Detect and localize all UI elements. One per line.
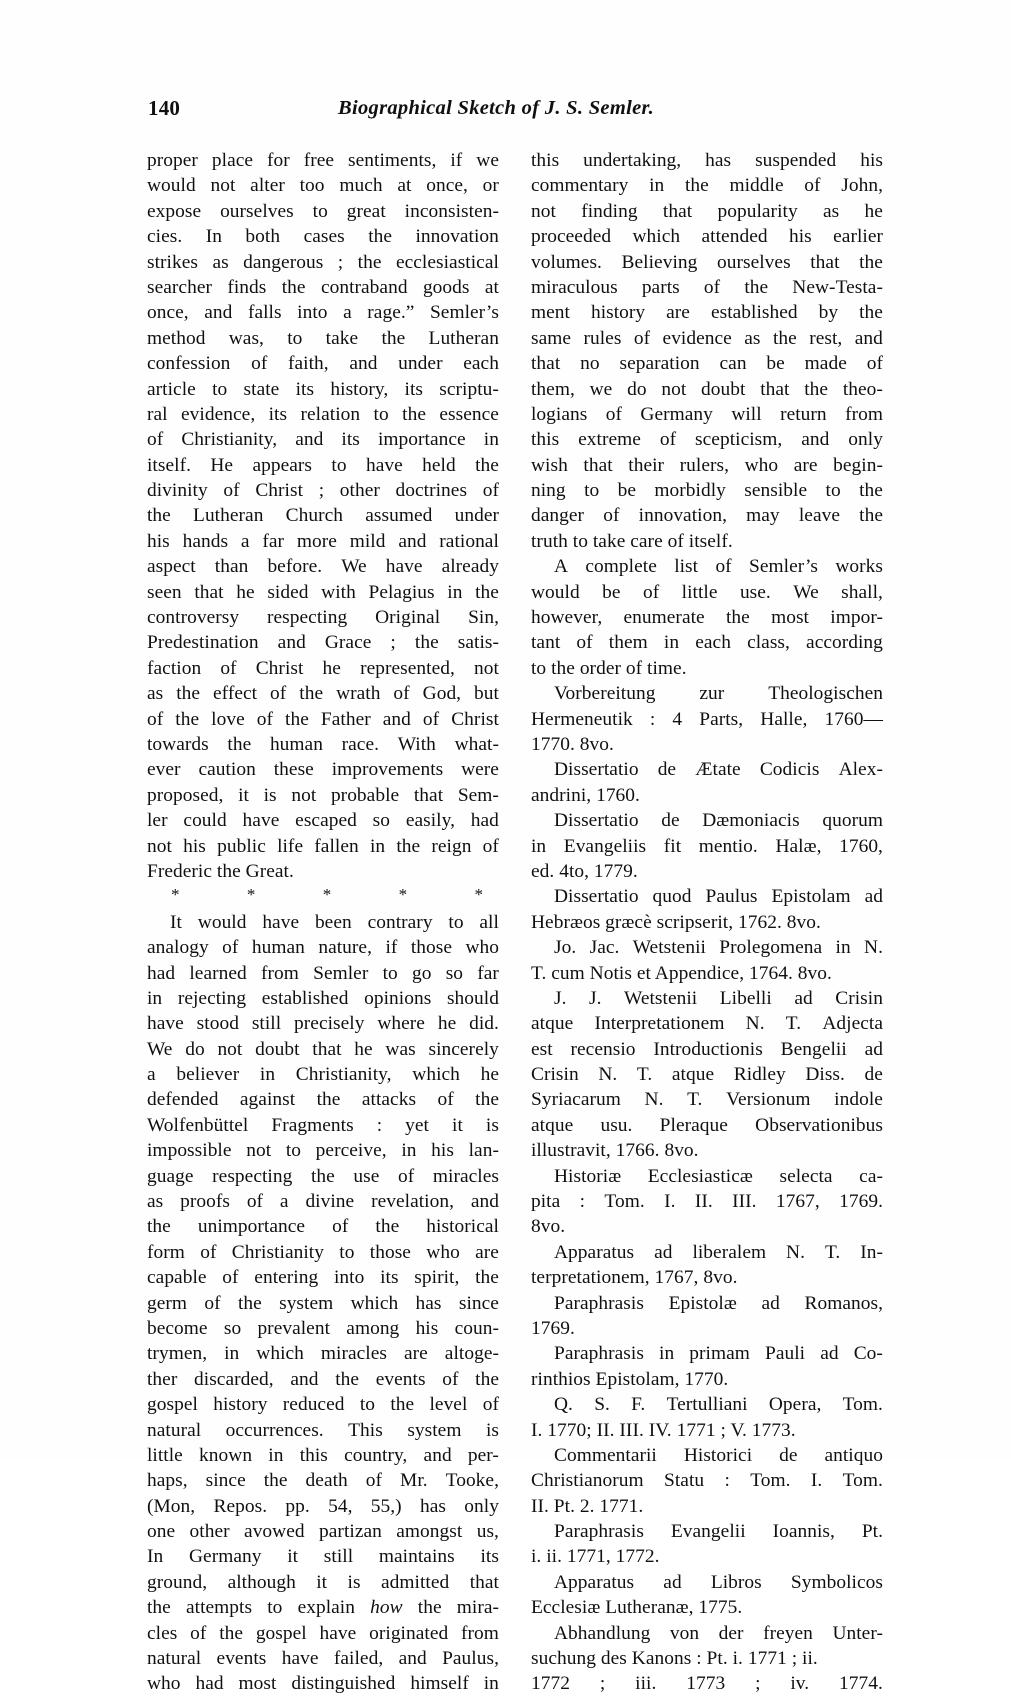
text-line: little known in this country, and per-: [147, 1444, 499, 1466]
text-line: Jo. Jac. Wetstenii Prolegomena in N.: [554, 937, 883, 959]
text-line: searcher finds the contraband goods at: [147, 276, 499, 298]
text-line: Commentarii Historici de antiquo: [554, 1444, 883, 1466]
text-line: Ecclesiæ Lutheranæ, 1775.: [531, 1597, 743, 1619]
asterisk-separator: [147, 884, 499, 909]
text-line: Wolfenbüttel Fragments : yet it is: [147, 1114, 499, 1136]
text-line: (Mon, Repos. pp. 54, 55,) has only: [147, 1495, 499, 1517]
text-line: that no separation can be made of: [531, 353, 883, 375]
text-line: Apparatus ad Libros Symbolicos: [554, 1571, 883, 1593]
text-line: rinthios Epistolam, 1770.: [531, 1368, 729, 1390]
left-paragraph-block-2: [147, 910, 499, 1697]
asterisk-glyph: *: [322, 885, 332, 905]
asterisk-glyph: *: [398, 885, 408, 905]
text-line: Frederic the Great.: [147, 860, 294, 882]
text-line: T. cum Notis et Appendice, 1764. 8vo.: [531, 962, 832, 984]
text-line: proposed, it is not probable that Sem-: [147, 784, 499, 806]
text-line: cies. In both cases the innovation: [147, 226, 499, 248]
text-line: natural occurrences. This system is: [147, 1419, 499, 1441]
text-line: est recensio Introductionis Bengelii ad: [531, 1038, 883, 1060]
text-line: gospel history reduced to the level of: [147, 1394, 499, 1416]
text-line: this extreme of scepticism, and only: [531, 429, 883, 451]
text-line: analogy of human nature, if those who: [147, 937, 499, 959]
text-line: 1769.: [531, 1317, 575, 1339]
text-line: Dissertatio quod Paulus Epistolam ad: [554, 886, 883, 908]
text-line: not his public life fallen in the reign of: [147, 835, 499, 857]
text-line: Paraphrasis in primam Pauli ad Co-: [554, 1343, 883, 1365]
text-line: Abhandlung von der freyen Unter-: [554, 1622, 883, 1644]
text-line: to the order of time.: [531, 657, 687, 679]
text-line: form of Christianity to those who are: [147, 1241, 499, 1263]
text-line: as proofs of a divine revelation, and: [147, 1191, 499, 1213]
text-line: guage respecting the use of miracles: [147, 1165, 499, 1187]
text-line: them, we do not doubt that the theo-: [531, 378, 883, 400]
text-line: same rules of evidence as the rest, and: [531, 327, 883, 349]
text-line: ler could have escaped so easily, had: [147, 810, 499, 832]
text-line: wish that their rulers, who are begin-: [531, 454, 883, 476]
text-line: It would have been contrary to all: [170, 911, 499, 933]
text-line: not finding that popularity as he: [531, 200, 883, 222]
text-line: II. Pt. 2. 1771.: [531, 1495, 644, 1517]
text-line: Christianorum Statu : Tom. I. Tom.: [531, 1470, 883, 1492]
text-line: the attempts to explain how the mira-: [147, 1597, 499, 1619]
text-line: in Evangeliis fit mentio. Halæ, 1760,: [531, 835, 883, 857]
text-line: Predestination and Grace ; the satis-: [147, 632, 499, 654]
left-paragraph-block-1: [147, 148, 499, 884]
text-line: towards the human race. With what-: [147, 733, 499, 755]
text-line: Hebræos græcè scripserit, 1762. 8vo.: [531, 911, 821, 933]
text-line: trymen, in which miracles are altoge-: [147, 1343, 499, 1365]
text-line: 1772 ; iii. 1773 ; iv. 1774.: [531, 1673, 883, 1695]
text-line: become so prevalent among his coun-: [147, 1317, 499, 1339]
text-line: Syriacarum N. T. Versionum indole: [531, 1089, 883, 1111]
text-line: Crisin N. T. atque Ridley Diss. de: [531, 1064, 883, 1086]
asterisk-glyph: *: [171, 885, 180, 905]
text-line: danger of innovation, may leave the: [531, 505, 883, 527]
text-line: faction of Christ he represented, not: [147, 657, 499, 679]
text-line: pita : Tom. I. II. III. 1767, 1769.: [531, 1191, 883, 1213]
text-line: terpretationem, 1767, 8vo.: [531, 1267, 738, 1289]
text-line: impossible not to perceive, in his lan-: [147, 1140, 499, 1162]
text-line: tant of them in each class, according: [531, 632, 883, 654]
text-line: itself. He appears to have held the: [147, 454, 499, 476]
text-line: illustravit, 1766. 8vo.: [531, 1140, 699, 1162]
text-line: who had most distinguished himself in: [147, 1673, 499, 1695]
text-line: of the love of the Father and of Christ: [147, 708, 499, 730]
text-line: once, and falls into a rage.” Semler’s: [147, 302, 499, 324]
text-line: In Germany it still maintains its: [147, 1546, 499, 1568]
text-line: method was, to take the Lutheran: [147, 327, 499, 349]
text-line: the unimportance of the historical: [147, 1216, 499, 1238]
text-line: the Lutheran Church assumed under: [147, 505, 499, 527]
text-column-left: [147, 148, 499, 1697]
text-line: ning to be morbidly sensible to the: [531, 480, 883, 502]
text-line: truth to take care of itself.: [531, 530, 733, 552]
text-line: this undertaking, has suspended his: [531, 150, 883, 171]
text-line: strikes as dangerous ; the ecclesiastical: [147, 251, 499, 273]
text-line: Paraphrasis Epistolæ ad Romanos,: [554, 1292, 883, 1314]
text-line: Q. S. F. Tertulliani Opera, Tom.: [554, 1394, 883, 1416]
text-line: capable of entering into its spirit, the: [147, 1267, 499, 1289]
text-line: cles of the gospel have originated from: [147, 1622, 499, 1644]
text-line: andrini, 1760.: [531, 784, 640, 806]
text-line: J. J. Wetstenii Libelli ad Crisin: [554, 987, 883, 1009]
text-line: one other avowed partizan amongst us,: [147, 1521, 499, 1543]
text-line: ment history are established by the: [531, 302, 883, 324]
text-line: however, enumerate the most impor-: [531, 607, 883, 629]
text-line: Paraphrasis Evangelii Ioannis, Pt.: [554, 1521, 883, 1543]
page-number: 140: [148, 96, 181, 120]
text-line: ever caution these improvements were: [147, 759, 499, 781]
text-line: have stood still precisely where he did.: [147, 1013, 499, 1035]
text-line: Dissertatio de Ætate Codicis Alex-: [554, 759, 883, 781]
text-line: atque usu. Pleraque Observationibus: [531, 1114, 883, 1136]
asterisk-glyph: *: [474, 885, 483, 905]
text-line: A complete list of Semler’s works: [554, 556, 883, 578]
text-line: had learned from Semler to go so far: [147, 962, 499, 984]
running-head: [148, 96, 866, 124]
running-title: Biographical Sketch of J. S. Semler.: [338, 97, 655, 119]
text-line: germ of the system which has since: [147, 1292, 499, 1314]
text-line: aspect than before. We have already: [147, 556, 499, 578]
text-line: would be of little use. We shall,: [531, 581, 883, 603]
text-line: a believer in Christianity, which he: [147, 1064, 499, 1086]
text-line: commentary in the middle of John,: [531, 175, 883, 197]
text-line: Vorbereitung zur Theologischen: [554, 683, 883, 705]
asterisk-glyph: *: [246, 885, 256, 905]
text-line: proper place for free sentiments, if we: [147, 150, 499, 171]
text-line: confession of faith, and under each: [147, 353, 499, 375]
text-line: Historiæ Ecclesiasticæ selecta ca-: [554, 1165, 883, 1187]
text-line: volumes. Believing ourselves that the: [531, 251, 883, 273]
text-line: would not alter too much at once, or: [147, 175, 499, 197]
text-line: proceeded which attended his earlier: [531, 226, 883, 248]
text-line: We do not doubt that he was sincerely: [147, 1038, 499, 1060]
text-line: 8vo.: [531, 1216, 566, 1238]
text-line: i. ii. 1771, 1772.: [531, 1546, 660, 1568]
text-line: ral evidence, its relation to the essence: [147, 403, 499, 425]
text-line: expose ourselves to great inconsisten-: [147, 200, 499, 222]
text-line: ground, although it is admitted that: [147, 1571, 499, 1593]
text-line: divinity of Christ ; other doctrines of: [147, 480, 499, 502]
text-line: his hands a far more mild and rational: [147, 530, 499, 552]
text-line: logians of Germany will return from: [531, 403, 883, 425]
text-line: haps, since the death of Mr. Tooke,: [147, 1470, 499, 1492]
text-line: suchung des Kanons : Pt. i. 1771 ; ii.: [531, 1648, 818, 1670]
text-column-right: [531, 148, 883, 1697]
text-line: ed. 4to, 1779.: [531, 860, 638, 882]
text-line: defended against the attacks of the: [147, 1089, 499, 1111]
text-line: ther discarded, and the events of the: [147, 1368, 499, 1390]
text-line: Hermeneutik : 4 Parts, Halle, 1760—: [531, 708, 883, 730]
text-line: atque Interpretationem N. T. Adjecta: [531, 1013, 883, 1035]
text-line: seen that he sided with Pelagius in the: [147, 581, 499, 603]
text-line: article to state its history, its scriptu-: [147, 378, 499, 400]
text-line: controversy respecting Original Sin,: [147, 607, 499, 629]
text-line: Dissertatio de Dæmoniacis quorum: [554, 810, 883, 832]
text-line: miraculous parts of the New-Testa-: [531, 276, 883, 298]
text-line: in rejecting established opinions should: [147, 987, 499, 1009]
text-line: of Christianity, and its importance in: [147, 429, 499, 451]
text-line: Apparatus ad liberalem N. T. In-: [554, 1241, 883, 1263]
text-line: 1770. 8vo.: [531, 733, 614, 755]
text-line: I. 1770; II. III. IV. 1771 ; V. 1773.: [531, 1419, 796, 1441]
right-paragraph-block: [531, 148, 883, 1697]
text-line: natural events have failed, and Paulus,: [147, 1648, 499, 1670]
text-line: as the effect of the wrath of God, but: [147, 683, 499, 705]
